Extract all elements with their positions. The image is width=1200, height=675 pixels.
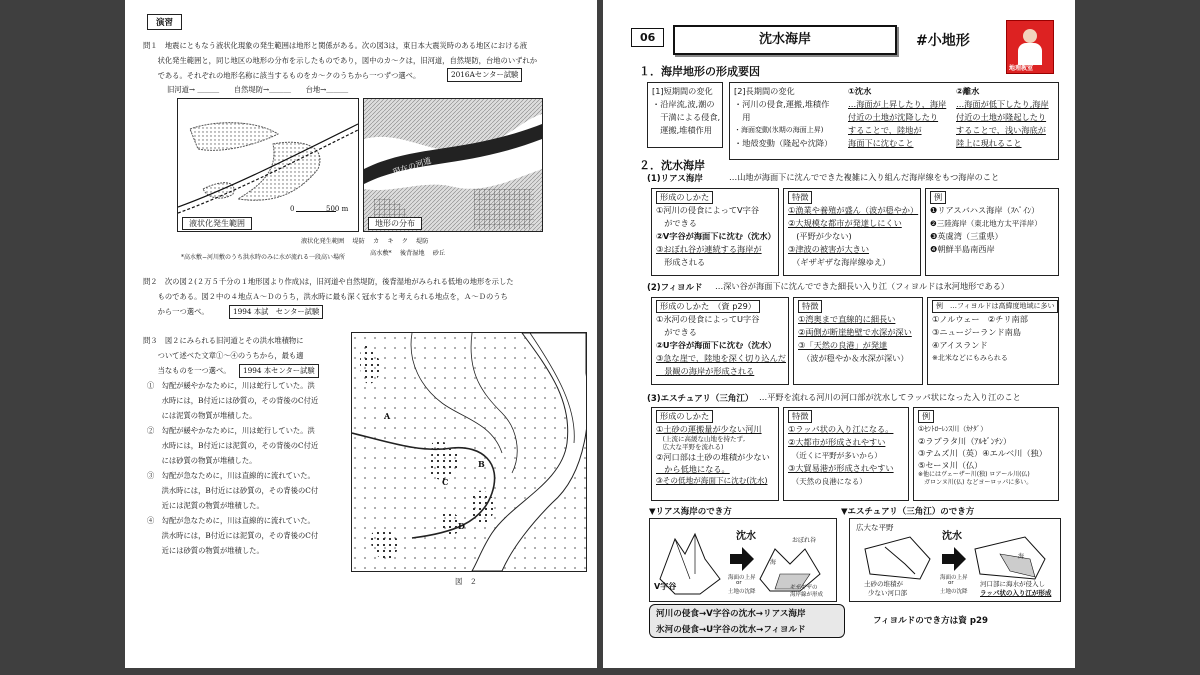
q3-choice-4-line-3: 近には砂質の物質が堆積した。 [147,546,264,555]
q3-choice-2-line-2: 水時には，B付近には泥質の，その背後のC付近 [147,441,319,450]
submergence-line-3: することで，陸地が [848,125,922,135]
ria-example-1: ❶リアスバハス海岸（ｽﾍﾟｲﾝ） [930,205,1040,215]
map-label-liquefaction: 液状化発生範囲 [182,217,252,230]
q3-line-3: 当なものを一つ選べ。 [143,366,231,375]
emergence-line-3: することで，浅い海底が [956,125,1046,135]
emergence-line-1: …海面が低下したり,海岸 [956,99,1049,109]
ria-definition: …山地が海面下に沈んでできた複雑に入り組んだ海岸線をもつ海岸のこと [729,172,1000,182]
submergence-line-1: …海面が上昇したり，海岸 [848,99,947,109]
submergence-column [848,85,952,150]
estuary-sea-label: 海 [1018,553,1025,560]
fjord-feature-1: ①湾奥まで直線的に細長い [798,314,896,324]
teacher-photo [1006,20,1054,74]
ria-feature-3: (平野が少ない) [788,231,852,241]
summary-line-2: 氷河の侵食→U字谷の沈水→フィヨルド [656,625,806,635]
q3-choice-4-line-2: 洪水時には，B付近には泥質の，その背後のC付 [147,531,319,540]
portrait-body-icon [1018,43,1042,65]
estuary-feature-2: ②大都市が形成されやすい [788,437,886,447]
estuary-formation-1: ①土砂の運搬量が少ない河川 [656,424,762,434]
emergence-line-2: 付近の土地が隆起したり [956,112,1047,122]
map-legend [301,236,428,245]
estuary-result-label-2: ラッパ状の入り江が形成 [980,589,1052,597]
short-term-line-2: ・沿岸流,波,潮の [652,99,715,109]
exercise-label: 演習 [147,14,182,30]
estuary-formation-title: 形成のしかた [656,410,713,423]
short-term-change-box [647,82,723,148]
ria-formation-box [651,188,779,276]
short-term-line-3: 干満による侵食, [652,112,721,122]
ria-example-4: ❹朝鮮半島南西岸 [930,244,995,254]
estuary-label: (3)エスチュアリ（三角江） [647,394,754,404]
fjord-formation-3: ②U字谷が海面下に沈む（沈水） [656,340,777,350]
legend-5: ク [401,238,408,245]
ria-rise-label: 海面の上昇 [728,575,756,581]
topic-hashtag: #小地形 [916,33,970,49]
ria-feature-4: ③津波の被害が大きい [788,244,870,254]
ria-formation-2: ができる [656,218,697,228]
fjord-example-3: ④アイスランド [932,340,988,350]
ria-subside-label: 土地の沈降 [728,589,756,595]
estuary-formation-5: から低地になる。 [656,464,730,474]
topographic-map [351,332,587,572]
estuary-examples-title: 例 [918,410,934,423]
q1-line-3: である。それぞれの地形名称に該当するものをカ～クのうちから一つずつ選べ。 [143,71,421,80]
summary-box [649,604,845,638]
ria-formation-title: 形成のしかた [656,191,713,204]
estuary-submerge-label: 沈水 [942,531,962,542]
map-footnote: *高水敷−河川敷のうち洪水時のみに水が流れる一段高い場所 [181,254,346,261]
fjord-formation-2: ができる [656,327,697,337]
page-title [673,25,897,55]
estuary-or-label: or [948,580,954,586]
fjord-features-box [793,297,923,385]
low-sediment-label-2: 少ない河口部 [868,589,907,597]
section-2-heading: ２．沈水海岸 [639,159,705,172]
current-river-label: 現在の河道 [391,156,433,177]
estuary-features-title: 特徴 [788,410,812,423]
q3-line-2: ついて述べた文章①～④のうちから，最も適 [143,351,304,360]
fjord-definition: …深い谷が海面下に沈んでできた細長い入り江（フィヨルドは氷河地形である） [715,281,1010,291]
fjord-formation-4: ③急な崖で，陸地を深く切り込んだ [656,353,786,363]
q2-line-1: 問２ 次の図２(２万５千分の１地形図より作成)は，旧河道や自然堤防，後背湿地がみられる低地の地形を示した [143,277,514,286]
portrait-head-icon [1023,29,1037,43]
q3-choice-2-line-3: には砂質の物質が堆積した。 [147,456,257,465]
long-term-column [734,85,846,150]
q3-source: 1994 本センター試験 [239,364,319,378]
q2-source: 1994 本試 センター試験 [229,305,323,319]
long-term-line-5: ・地殻変動（隆起や沈降） [734,138,833,148]
ria-diagram-title: ▼リアス海岸のでき方 [649,507,732,517]
long-term-line-4: ・海面変動(氷期の海面上昇) [734,126,824,134]
estuary-formation-4: ②河口部は土砂の堆積が少ない [656,452,770,462]
fjord-formation-1: ①氷河の侵食によってU字谷 [656,314,760,324]
fjord-example-2: ③ニュージーランド南島 [932,327,1022,337]
wide-plain-label: 広大な平野 [856,523,894,532]
q3-choice-3-line-1: ③ 勾配が急なために，川は直線的に流れていた。 [147,471,315,480]
submergence-line-4: 海面下に沈むこと [848,138,914,148]
summary-line-1: 河川の侵食→V字谷の沈水→リアス海岸 [656,609,806,619]
estuary-diagram-title: ▼エスチュアリ（三角江）のでき方 [841,507,975,517]
submergence-line-2: 付近の土地が沈降したり [848,112,939,122]
ria-examples-title: 例 [930,191,946,204]
fjord-example-4: ※北米などにもみられる [932,354,1008,362]
estuary-example-4: ⑤セーヌ川（仏） [918,460,983,470]
liquefaction-map [177,98,359,232]
ria-formation-4: ③おぼれ谷が連続する海岸が [656,244,762,254]
map-legend-row2 [370,248,445,257]
fjord-examples-box [927,297,1059,385]
estuary-definition: …平野を流れる河川の河口部が沈水してラッパ状になった入り江のこと [759,392,1021,402]
q3-choice-1-line-1: ① 勾配が緩やかなために，川は蛇行していた。洪 [147,381,315,390]
legend-7: 高水敷* [370,250,392,257]
estuary-example-3: ③テムズ川（英）④エルベ川（独） [918,448,1047,458]
short-term-line-1: [1]短期間の変化 [652,86,713,96]
legend-6: 堤防 [416,238,429,245]
estuary-example-1: ①ｾﾝﾄﾛｰﾚﾝｽ川（ｶﾅﾀﾞ） [918,425,988,433]
fjord-feature-4: （波が穏やか＆水深が深い） [798,353,909,363]
long-term-change-box [729,82,1059,160]
legend-4: キ [387,238,394,245]
estuary-example-2: ②ラプラタ川（ｱﾙｾﾞﾝﾁﾝ） [918,436,1012,446]
scale-zero: 0 [290,205,295,213]
map-point-d: D [458,521,465,531]
short-term-line-4: 運搬,堆積作用 [652,125,712,135]
q3-choice-2-line-1: ② 勾配が緩やかなために，川は蛇行していた。洪 [147,426,315,435]
landform-map [363,98,543,232]
q2-line-2: ものである。図２中の４地点Ａ～Ｄのうち，洪水時に最も深く冠水すると考えられる地点を，Ａ～Ｄのうち [143,292,508,301]
estuary-feature-1: ①ラッパ状の入り江になる。 [788,424,894,434]
fjord-label: (2)フィヨルド [647,283,703,293]
ria-formation-1: ①河川の侵食によってV字谷 [656,205,760,215]
drowned-valley-label: おぼれ谷 [792,537,817,544]
section-1-heading: １．海岸地形の形成要因 [639,65,760,78]
estuary-rise-label: 海面の上昇 [940,575,968,581]
jagged-label-1: ギザギザの [790,585,818,591]
low-sediment-label-1: 土砂の堆積が [864,580,903,588]
scale-value: 500 m [326,205,349,213]
long-term-line-1: [2]長期間の変化 [734,86,795,96]
legend-1: 液状化発生範囲 [301,238,345,245]
q1-source: 2016Aセンター試験 [447,68,522,82]
emergence-column [956,85,1059,150]
ria-sea-label: 海 [770,559,777,566]
v-valley-label: V字谷 [654,582,677,591]
estuary-formation-box [651,407,779,501]
estuary-feature-5: （天然の良港になる） [788,477,867,486]
ria-example-2: ❷三陸海岸（東北地方太平洋岸） [930,219,1042,228]
fjord-reference-note: フィヨルドのでき方は資 p29 [873,616,988,626]
fjord-formation-box [651,297,789,385]
emergence-line-4: 陸上に現れること [956,138,1022,148]
ria-formation-5: 形成される [656,257,706,267]
estuary-example-5: ※他にはヴェーザー川(独) ロアール川(仏) [918,471,1030,478]
ria-formation-3: ②V字谷が海面下に沈む（沈水） [656,231,776,241]
ria-example-3: ❸英虞湾（三重県） [930,231,1003,241]
q1-line-2: 状化発生範囲と，同じ地区の地形の分布を示したものであり，図中のカ～クは，旧河道，自然堤防，台地のいずれか [143,56,538,65]
q3-choice-1-line-2: 水時には，B付近には砂質の，その背後のC付近 [147,396,319,405]
estuary-formation-2: (上流に高緩な山地を持たず, [656,435,746,443]
fjord-example-1: ①ノルウェー ②チリ南部 [932,314,1028,324]
fjord-examples-title: 例 …フィヨルドは高緯度地域に多い [932,300,1058,313]
legend-2: 堤防 [352,238,365,245]
estuary-formation-3: 広大な平野を流れる) [656,443,724,451]
map-point-c: C [442,477,449,487]
estuary-example-6: ガロンヌ川(仏) などヨーロッパに多い。 [918,479,1033,486]
q2-line-3: から一つ選べ。 [143,307,209,316]
q3-line-1: 問３ 図２にみられる旧河道とその洪水堆積物に [143,336,304,345]
estuary-features-box [783,407,909,501]
estuary-result-label-1: 河口部に海水が侵入し [980,580,1045,588]
legend-9: 砂丘 [432,250,446,257]
q3-choice-3-line-2: 洪水時には，B付近には砂質の，その背後のC付 [147,486,319,495]
fjord-features-title: 特徴 [798,300,822,313]
emergence-title: ②離水 [956,86,980,96]
page-title-text: 沈水海岸 [758,32,811,47]
left-worksheet-page [125,0,597,668]
ria-submerge-label: 沈水 [736,531,756,542]
estuary-feature-4: ③大貿易港が形成されやすい [788,463,894,473]
estuary-formation-6: ③その低地が海面下に沈む(沈水) [656,476,768,485]
q1-line-1: 問１ 地震にともなう液状化現象の発生範囲は地形と関係がある。次の図3は，東日本大震災時のある地区における液 [143,41,528,50]
legend-3: カ [373,238,380,245]
jagged-label-2: 海岸線が形成 [790,592,824,598]
fjord-formation-5: 景観の海岸が形成される [656,366,755,376]
estuary-diagram [849,518,1061,602]
q3-choice-4-line-1: ④ 勾配が急なために，川は直線的に流れていた。 [147,516,315,525]
ria-feature-5: （ギザギザな海岸線ゆえ） [788,257,891,267]
right-worksheet-page [603,0,1075,668]
map-label-landform: 地形の分布 [368,217,422,230]
long-term-line-2: ・河川の侵食,運搬,堆積作 [734,99,830,109]
q1-answer-line: 旧河道→ ＿＿＿ 自然堤防→＿＿＿ 台地→＿＿＿ [167,85,349,94]
estuary-feature-3: （近くに平野が多いから） [788,451,882,460]
ria-feature-1: ①漁業や養殖が盛ん（波が穏やか） [788,205,919,215]
long-term-line-3: 用 [734,112,751,122]
ria-features-title: 特徴 [788,191,812,204]
ria-feature-2: ②大規模な都市が発達しにくい [788,218,902,228]
submergence-title: ①沈水 [848,86,872,96]
ria-label: (1)リアス海岸 [647,174,703,184]
estuary-subside-label: 土地の沈降 [940,589,968,595]
ria-or-label: or [736,580,742,586]
fjord-formation-title: 形成のしかた （資 p29） [656,300,760,313]
legend-8: 後背湿地 [399,250,425,257]
q3-choice-3-line-3: 近には泥質の物質が堆積した。 [147,501,264,510]
ria-features-box [783,188,921,276]
figure-2-caption: 図 ２ [455,577,477,586]
map-point-a: A [384,411,391,421]
photo-caption: 地理教室 [1009,65,1034,72]
lesson-number: 06 [631,28,664,47]
map-point-b: B [478,459,485,469]
ria-examples-box [925,188,1059,276]
ria-diagram [649,518,837,602]
estuary-examples-box [913,407,1059,501]
fjord-feature-2: ②両側が断崖絶壁で水深が深い [798,327,912,337]
q3-choice-1-line-3: には泥質の物質が堆積した。 [147,411,257,420]
fjord-feature-3: ③「天然の良港」が発達 [798,340,888,350]
